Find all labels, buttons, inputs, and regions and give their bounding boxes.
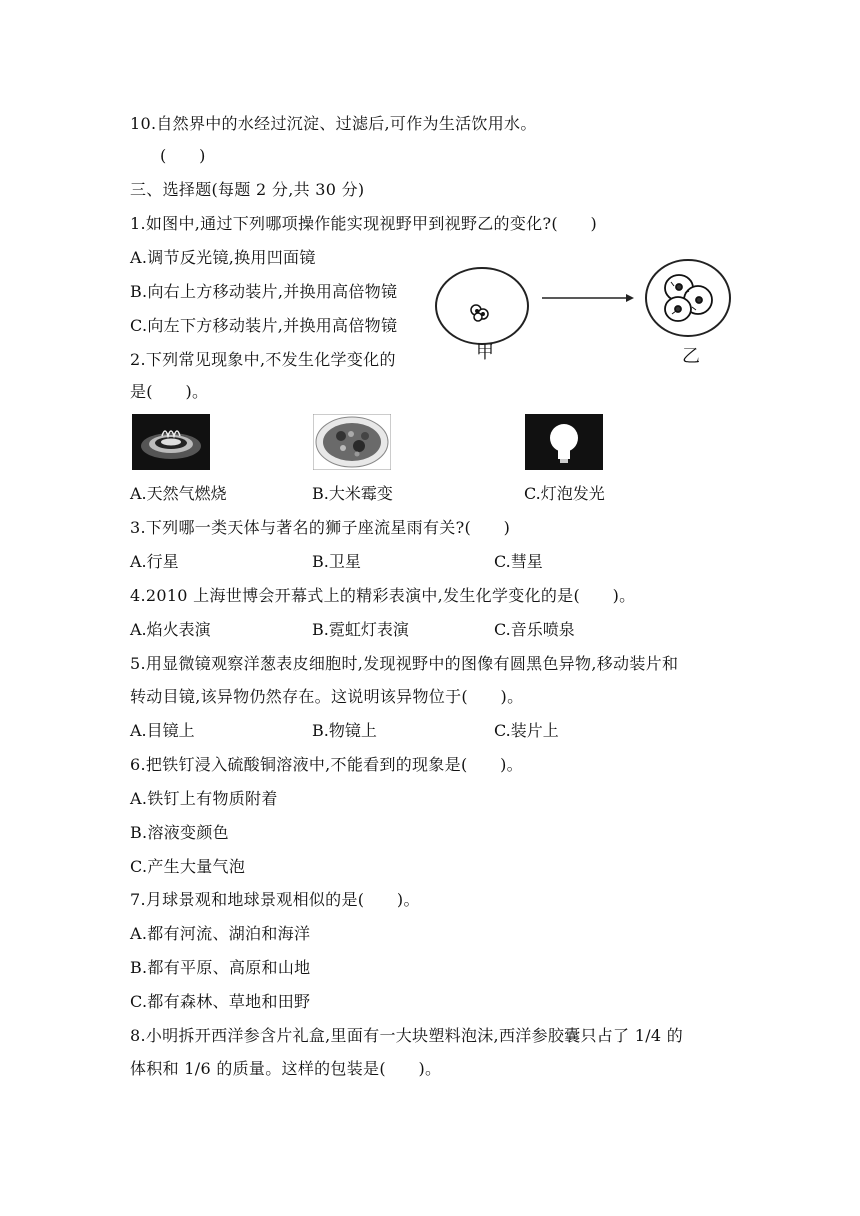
answer-option-q2_opts-2: C.灯泡发光	[524, 484, 605, 503]
answer-option-q4_opts-2: C.音乐喷泉	[494, 620, 575, 639]
text-line-q5: 5.用显微镜观察洋葱表皮细胞时,发现视野中的图像有圆黑色异物,移动装片和	[130, 654, 679, 673]
answer-option-q2_opts-0: A.天然气燃烧	[130, 484, 227, 503]
answer-option-q2_opts-1: B.大米霉变	[312, 484, 393, 503]
text-line-q10_blank: ( )	[160, 146, 206, 165]
text-line-q7: 7.月球景观和地球景观相似的是( )。	[130, 890, 420, 909]
text-line-q1: 1.如图中,通过下列哪项操作能实现视野甲到视野乙的变化?( )	[130, 214, 598, 233]
text-line-q6c: C.产生大量气泡	[130, 857, 246, 876]
answer-option-q3_opts-1: B.卫星	[312, 552, 361, 571]
answer-option-q4_opts-0: A.焰火表演	[130, 620, 211, 639]
text-line-q1b: B.向右上方移动装片,并换用高倍物镜	[130, 282, 398, 301]
text-line-q2b: 是( )。	[130, 382, 209, 401]
answer-option-q3_opts-2: C.彗星	[494, 552, 543, 571]
text-line-q5b: 转动目镜,该异物仍然存在。这说明该异物位于( )。	[130, 687, 524, 706]
text-line-q6a: A.铁钉上有物质附着	[130, 789, 278, 808]
answer-option-q3_opts-0: A.行星	[130, 552, 179, 571]
text-line-q6: 6.把铁钉浸入硫酸铜溶液中,不能看到的现象是( )。	[130, 755, 523, 774]
microscope-view-figure	[430, 252, 740, 367]
text-line-q2: 2.下列常见现象中,不发生化学变化的	[130, 350, 396, 369]
text-line-q3: 3.下列哪一类天体与著名的狮子座流星雨有关?( )	[130, 518, 511, 537]
arrow-head-icon	[626, 294, 634, 302]
text-line-q8b: 体积和 1/6 的质量。这样的包装是( )。	[130, 1059, 442, 1078]
light-bulb-photo	[525, 414, 603, 470]
text-line-q10_prev: 10.自然界中的水经过沉淀、过滤后,可作为生活饮用水。	[130, 114, 537, 133]
view-jia-circle	[436, 268, 528, 344]
text-line-section3: 三、选择题(每题 2 分,共 30 分)	[130, 180, 365, 199]
text-line-q6b: B.溶液变颜色	[130, 823, 229, 842]
text-line-q7c: C.都有森林、草地和田野	[130, 992, 311, 1011]
small-cells-icon	[471, 305, 488, 321]
text-line-q1c: C.向左下方移动装片,并换用高倍物镜	[130, 316, 398, 335]
view-jia-label: 甲	[476, 342, 494, 363]
large-cells-icon	[665, 275, 712, 321]
answer-option-q4_opts-1: B.霓虹灯表演	[312, 620, 409, 639]
gas-stove-photo	[132, 414, 210, 470]
text-line-q8: 8.小明拆开西洋参含片礼盒,里面有一大块塑料泡沫,西洋参胶囊只占了 1/4 的	[130, 1026, 684, 1045]
answer-option-q5_opts-0: A.目镜上	[130, 721, 195, 740]
text-line-q7b: B.都有平原、高原和山地	[130, 958, 311, 977]
text-line-q1a: A.调节反光镜,换用凹面镜	[130, 248, 316, 267]
answer-option-q5_opts-1: B.物镜上	[312, 721, 377, 740]
answer-option-q5_opts-2: C.装片上	[494, 721, 559, 740]
text-line-q4: 4.2010 上海世博会开幕式上的精彩表演中,发生化学变化的是( )。	[130, 586, 636, 605]
view-yi-label: 乙	[682, 346, 700, 367]
text-line-q7a: A.都有河流、湖泊和海洋	[130, 924, 311, 943]
moldy-rice-photo	[313, 414, 391, 470]
